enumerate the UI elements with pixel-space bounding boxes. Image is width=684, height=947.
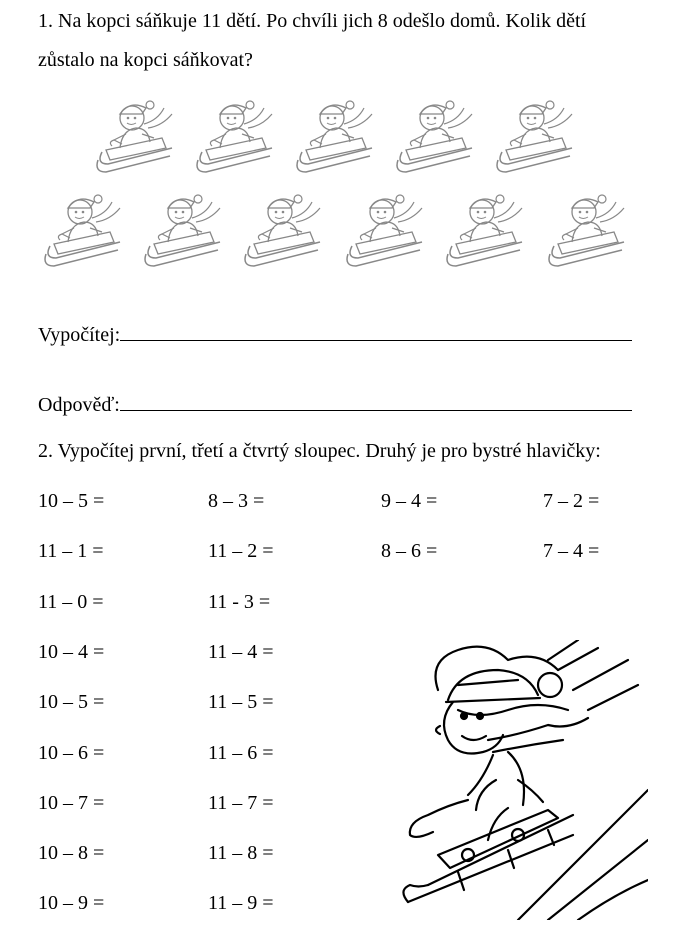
- math-problem-col2-row7: 11 – 7 =: [208, 791, 274, 814]
- calc-blank-line[interactable]: [120, 322, 632, 341]
- math-problem-col4-row1: 7 – 2 =: [543, 490, 600, 512]
- sledding-kids-illustration: [0, 0, 684, 300]
- sledding-child-icon: [398, 640, 648, 920]
- task2-instruction: 2. Vypočítej první, třetí a čtvrtý sloupec. Druhý je pro bystré hlavičky:: [38, 440, 601, 462]
- calc-label: Vypočítej:: [38, 324, 121, 346]
- math-problem-col4-row2: 7 – 4 =: [543, 540, 600, 563]
- answer-label-row: [38, 392, 632, 417]
- answer-blank-line[interactable]: [120, 392, 632, 411]
- math-problem-col2-row6: 11 – 6 =: [208, 741, 274, 764]
- answer-label: Odpověď:: [38, 394, 120, 416]
- task1-question-line1: 1. Na kopci sáňkuje 11 dětí. Po chvíli jich 8 odešlo domů. Kolik dětí: [38, 10, 587, 32]
- math-problem-col2-row9: 11 – 9 =: [208, 892, 274, 915]
- math-problem-col1-row5: 10 – 5 =: [38, 691, 105, 714]
- math-problem-col3-row1: 9 – 4 =: [381, 490, 438, 512]
- math-problem-col2-row4: 11 – 4 =: [208, 640, 274, 663]
- math-problem-col1-row9: 10 – 9 =: [38, 892, 105, 915]
- math-problem-col2-row5: 11 – 5 =: [208, 691, 274, 714]
- math-problem-col1-row3: 11 – 0 =: [38, 590, 104, 613]
- task1-question-line2: zůstalo na kopci sáňkovat?: [38, 49, 253, 71]
- math-problem-col1-row8: 10 – 8 =: [38, 842, 105, 865]
- math-problem-col1-row1: 10 – 5 =: [38, 490, 105, 512]
- math-problem-col1-row4: 10 – 4 =: [38, 640, 105, 663]
- math-problem-col2-row8: 11 – 8 =: [208, 842, 274, 865]
- math-problem-col2-row1: 8 – 3 =: [208, 490, 265, 512]
- math-problem-col2-row2: 11 – 2 =: [208, 540, 274, 563]
- math-problem-col2-row3: 11 - 3 =: [208, 590, 271, 613]
- math-problem-col3-row2: 8 – 6 =: [381, 540, 438, 563]
- calc-label-row: [38, 322, 632, 347]
- math-problem-col1-row7: 10 – 7 =: [38, 791, 105, 814]
- math-problem-col1-row2: 11 – 1 =: [38, 540, 104, 563]
- math-problem-col1-row6: 10 – 6 =: [38, 741, 105, 764]
